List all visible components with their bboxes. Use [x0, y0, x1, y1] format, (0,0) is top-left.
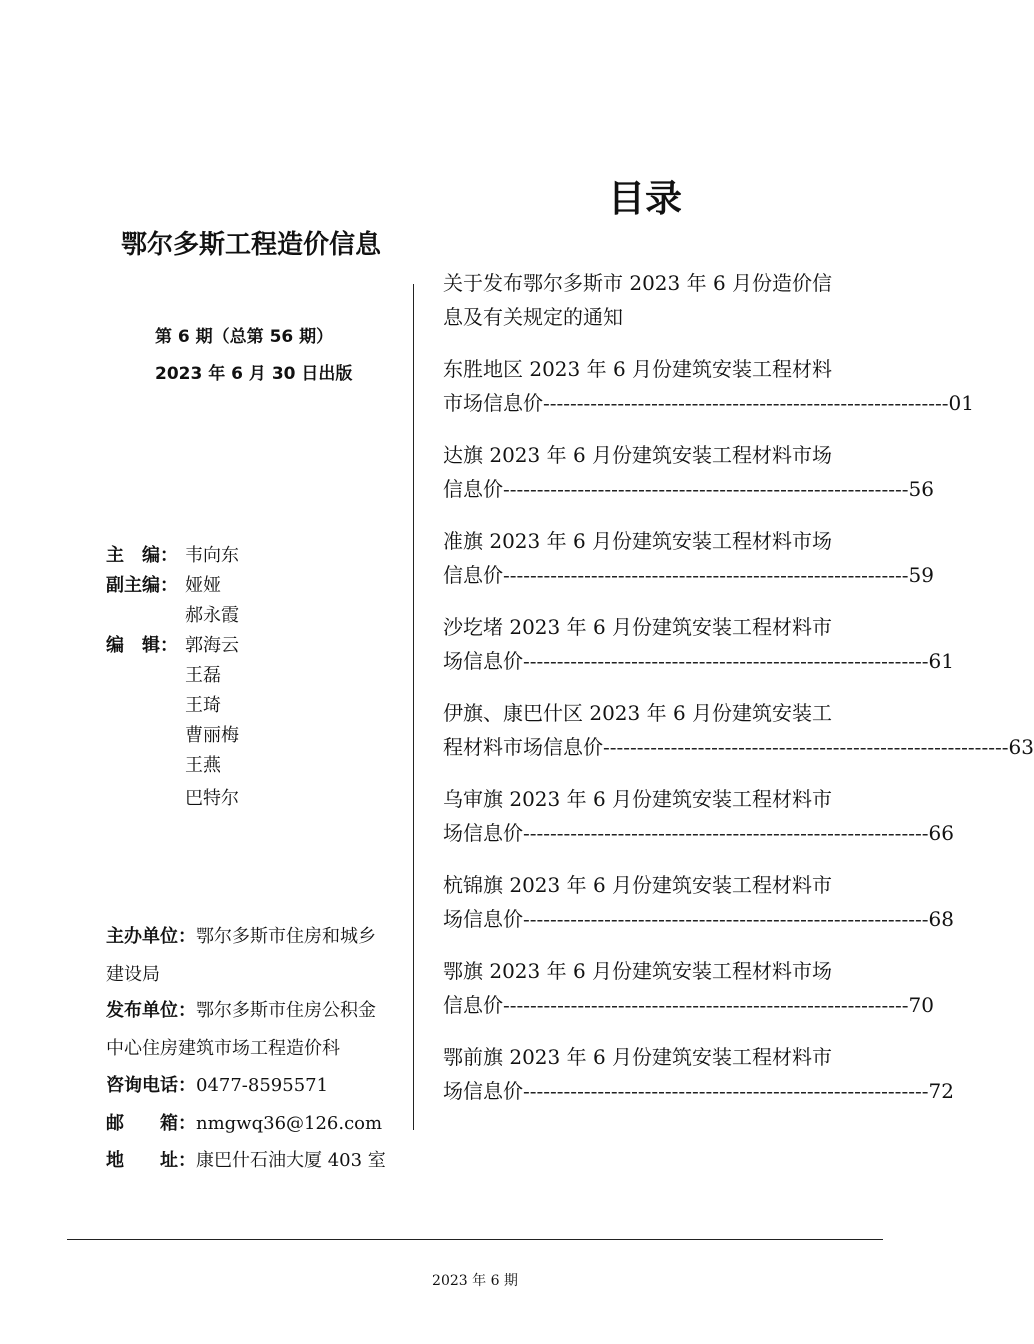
deputy-editor: 郝永霞 [185, 605, 239, 626]
editor-label: 编 辑： [106, 635, 178, 656]
toc-item-line1: 杭锦旗 2023 年 6 月份建筑安装工程材料市 [443, 873, 833, 897]
publish-date: 2023 年 6 月 30 日出版 [155, 364, 353, 384]
toc-item-line1: 东胜地区 2023 年 6 月份建筑安装工程材料 [443, 357, 833, 381]
toc-item[interactable] [443, 696, 1034, 764]
dash-leader: ------------------------------------------------------------ [503, 993, 909, 1017]
toc-item-line2: 信息价 [443, 477, 503, 501]
dash-leader: ------------------------------------------------------------ [503, 477, 909, 501]
toc-item-line2: 场信息价 [443, 821, 523, 845]
toc-page-number: 61 [928, 649, 954, 673]
toc-item-line2: 息及有关规定的通知 [443, 305, 623, 329]
dash-leader: ------------------------------------------------------------ [523, 649, 929, 673]
toc-item-line2: 场信息价 [443, 649, 523, 673]
publisher-org [106, 996, 376, 1022]
editor-name: 王琦 [185, 695, 221, 716]
toc-item-line1: 乌审旗 2023 年 6 月份建筑安装工程材料市 [443, 787, 833, 811]
toc-page-number: 68 [928, 907, 954, 931]
footer-issue: 2023 年 6 期 [432, 1273, 518, 1289]
dash-leader: ------------------------------------------------------------ [523, 1079, 929, 1103]
toc-item[interactable] [443, 524, 934, 592]
editor-name: 曹丽梅 [185, 725, 239, 746]
toc-item-line2: 信息价 [443, 563, 503, 587]
toc-item[interactable] [443, 438, 934, 506]
publisher-label: 发布单位： [106, 1000, 196, 1021]
dash-leader: ------------------------------------------------------------ [603, 735, 1009, 759]
toc-item[interactable] [443, 782, 954, 850]
toc-item-line2: 场信息价 [443, 907, 523, 931]
chief-editor: 韦向东 [185, 545, 239, 566]
deputy-editor-label: 副主编： [106, 575, 178, 596]
email-label: 邮 箱： [106, 1113, 196, 1134]
toc-item[interactable] [443, 610, 954, 678]
host-line2: 建设局 [106, 964, 160, 985]
toc-item[interactable] [443, 1040, 954, 1108]
address-label: 地 址： [106, 1150, 196, 1171]
column-divider [413, 284, 414, 1130]
editor-name: 王燕 [185, 755, 221, 776]
toc-page-number: 66 [928, 821, 954, 845]
toc-item-line1: 准旗 2023 年 6 月份建筑安装工程材料市场 [443, 529, 833, 553]
toc-item-line1: 关于发布鄂尔多斯市 2023 年 6 月份造价信 [443, 271, 833, 295]
editor-name: 王磊 [185, 665, 221, 686]
phone-value: 0477-8595571 [196, 1075, 329, 1096]
phone-label: 咨询电话： [106, 1075, 196, 1096]
toc-item-line2: 市场信息价 [443, 391, 543, 415]
toc-item-line1: 伊旗、康巴什区 2023 年 6 月份建筑安装工 [443, 701, 833, 725]
dash-leader: ------------------------------------------------------------ [523, 907, 929, 931]
toc-page-number: 01 [948, 391, 974, 415]
dash-leader: ------------------------------------------------------------ [543, 391, 949, 415]
toc-page-number: 56 [908, 477, 934, 501]
toc-title: 目录 [608, 177, 682, 220]
email [106, 1109, 382, 1135]
email-value: nmgwq36@126.com [196, 1113, 383, 1134]
toc-item-line2: 程材料市场信息价 [443, 735, 603, 759]
toc-page-number: 72 [928, 1079, 954, 1103]
toc-item[interactable] [443, 352, 974, 420]
publisher-line1: 鄂尔多斯市住房公积金 [196, 1000, 376, 1021]
address-value: 康巴什石油大厦 403 室 [196, 1150, 386, 1171]
editor-name: 巴特尔 [185, 788, 239, 809]
chief-editor-label: 主 编： [106, 545, 178, 566]
toc-item[interactable] [443, 868, 954, 936]
toc-item-line1: 鄂前旗 2023 年 6 月份建筑安装工程材料市 [443, 1045, 833, 1069]
issue-number: 第 6 期（总第 56 期） [155, 327, 334, 347]
toc-item-line2: 信息价 [443, 993, 503, 1017]
toc-item-line2: 场信息价 [443, 1079, 523, 1103]
toc-page-number: 70 [908, 993, 934, 1017]
toc-item-line1: 达旗 2023 年 6 月份建筑安装工程材料市场 [443, 443, 833, 467]
toc-page-number: 63 [1008, 735, 1034, 759]
host-org [106, 922, 376, 948]
host-label: 主办单位： [106, 926, 196, 947]
footer-divider [67, 1239, 883, 1240]
editor-name: 郭海云 [185, 635, 239, 656]
dash-leader: ------------------------------------------------------------ [503, 563, 909, 587]
toc-page-number: 59 [908, 563, 934, 587]
host-line1: 鄂尔多斯市住房和城乡 [196, 926, 376, 947]
deputy-editor: 娅娅 [185, 575, 221, 596]
publication-name: 鄂尔多斯工程造价信息 [121, 230, 382, 260]
publisher-line2: 中心住房建筑市场工程造价科 [106, 1038, 340, 1059]
address [106, 1146, 386, 1172]
dash-leader: ------------------------------------------------------------ [523, 821, 929, 845]
phone [106, 1071, 328, 1097]
toc-item[interactable] [443, 266, 845, 334]
toc-item-line1: 沙圪堵 2023 年 6 月份建筑安装工程材料市 [443, 615, 833, 639]
toc-item-line1: 鄂旗 2023 年 6 月份建筑安装工程材料市场 [443, 959, 833, 983]
toc-item[interactable] [443, 954, 934, 1022]
